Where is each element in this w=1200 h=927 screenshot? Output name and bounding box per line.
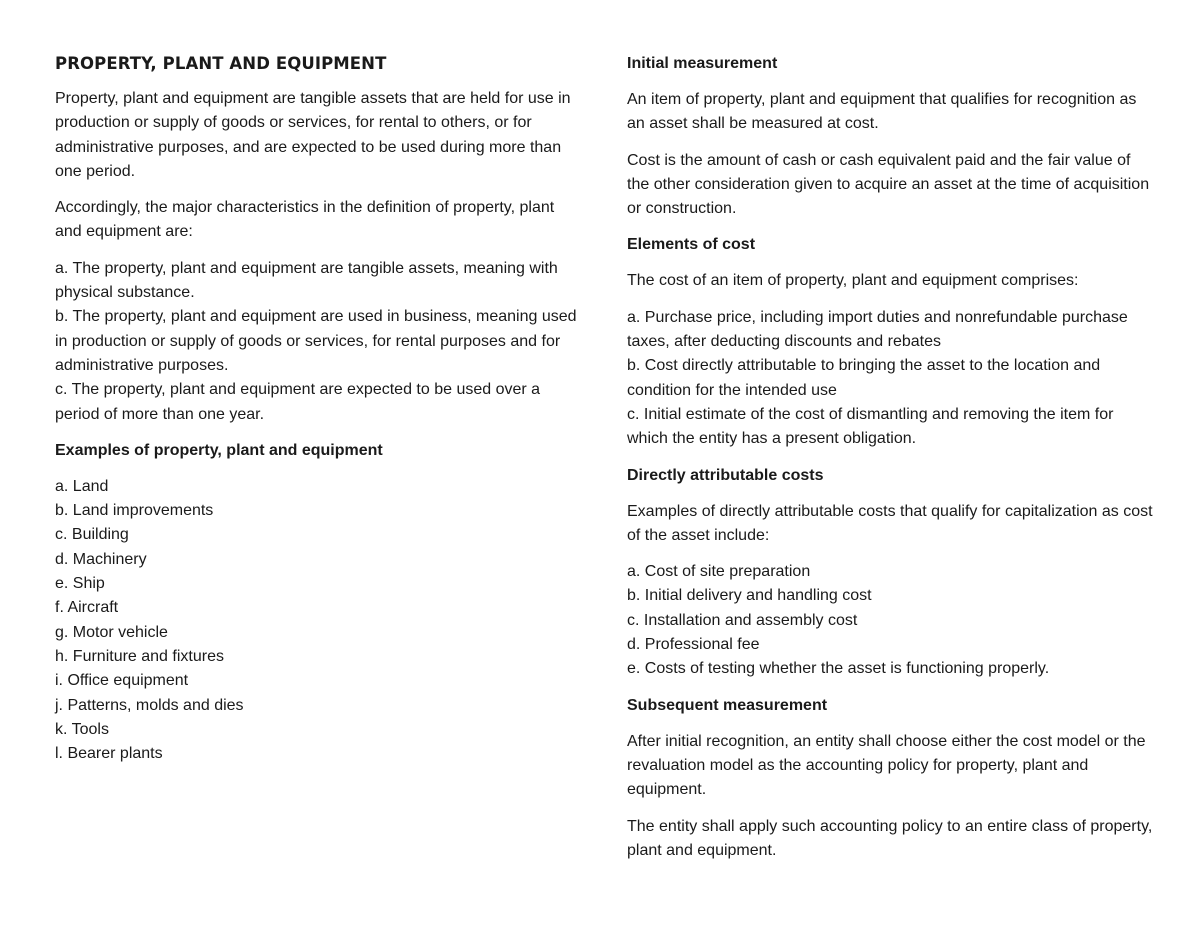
subsequent-paragraph-1: After initial recognition, an entity shall choose either the cost model or the revaluation model as the accounting policy for property, plant and equipment. bbox=[627, 732, 1146, 799]
list-item: d. Machinery bbox=[55, 550, 147, 568]
list-item: c. The property, plant and equipment are expected to be used over a period of more than one year. bbox=[55, 381, 541, 423]
list-item: b. Land improvements bbox=[55, 502, 214, 520]
list-item: j. Patterns, molds and dies bbox=[55, 696, 244, 714]
initial-paragraph-1: An item of property, plant and equipment that qualifies for recognition as an asset shall be measured at cost. bbox=[627, 91, 1137, 133]
intro-paragraph: Property, plant and equipment are tangible assets that are held for use in production or supply of goods or services, for rental to others, or for administrative purposes, and are expected to be used during more than one period. bbox=[55, 90, 571, 180]
direct-costs-list bbox=[627, 560, 1157, 681]
document-title: PROPERTY, PLANT AND EQUIPMENT bbox=[55, 54, 387, 73]
list-item: e. Ship bbox=[55, 575, 105, 593]
list-item: c. Building bbox=[55, 526, 129, 544]
list-item: i. Office equipment bbox=[55, 672, 189, 690]
list-item: c. Installation and assembly cost bbox=[627, 611, 858, 629]
list-item: e. Costs of testing whether the asset is functioning properly. bbox=[627, 660, 1050, 678]
list-item: a. Cost of site preparation bbox=[627, 563, 811, 581]
left-column bbox=[55, 52, 585, 778]
list-item: g. Motor vehicle bbox=[55, 623, 168, 641]
list-item: b. Cost directly attributable to bringing the asset to the location and condition for the intended use bbox=[627, 357, 1101, 399]
examples-list bbox=[55, 475, 585, 767]
list-item: b. The property, plant and equipment are used in business, meaning used in production or supply of goods or services, for rental purposes and for administrative purposes. bbox=[55, 308, 577, 374]
list-item: c. Initial estimate of the cost of dismantling and removing the item for which the entity has a present obligation. bbox=[627, 405, 1114, 448]
characteristics-list bbox=[55, 257, 585, 427]
accordingly-paragraph: Accordingly, the major characteristics in the definition of property, plant and equipment are: bbox=[55, 199, 555, 241]
elements-of-cost-heading: Elements of cost bbox=[627, 236, 756, 254]
list-item: f. Aircraft bbox=[55, 599, 119, 617]
elements-list bbox=[627, 306, 1157, 452]
list-item: d. Professional fee bbox=[627, 636, 760, 654]
list-item: k. Tools bbox=[55, 720, 109, 738]
list-item: a. Land bbox=[55, 477, 109, 495]
initial-measurement-heading: Initial measurement bbox=[627, 55, 778, 72]
list-item: l. Bearer plants bbox=[55, 745, 163, 763]
direct-intro: Examples of directly attributable costs that qualify for capitalization as cost of the asset include: bbox=[627, 502, 1153, 544]
list-item: b. Initial delivery and handling cost bbox=[627, 587, 872, 605]
list-item: h. Furniture and fixtures bbox=[55, 647, 224, 665]
right-column bbox=[627, 52, 1157, 875]
initial-paragraph-2: Cost is the amount of cash or cash equivalent paid and the fair value of the other consideration given to acquire an asset at the time of acquisition or construction. bbox=[627, 151, 1150, 218]
subsequent-measurement-heading: Subsequent measurement bbox=[627, 696, 828, 714]
list-item: a. The property, plant and equipment are tangible assets, meaning with physical substance. bbox=[55, 259, 558, 302]
subsequent-paragraph-2: The entity shall apply such accounting policy to an entire class of property, plant and equipment. bbox=[627, 817, 1153, 859]
directly-attributable-heading: Directly attributable costs bbox=[627, 466, 824, 484]
elements-intro: The cost of an item of property, plant and equipment comprises: bbox=[627, 272, 1079, 290]
examples-heading: Examples of property, plant and equipment bbox=[55, 441, 383, 459]
list-item: a. Purchase price, including import duties and nonrefundable purchase taxes, after deducting discounts and rebates bbox=[627, 308, 1128, 351]
